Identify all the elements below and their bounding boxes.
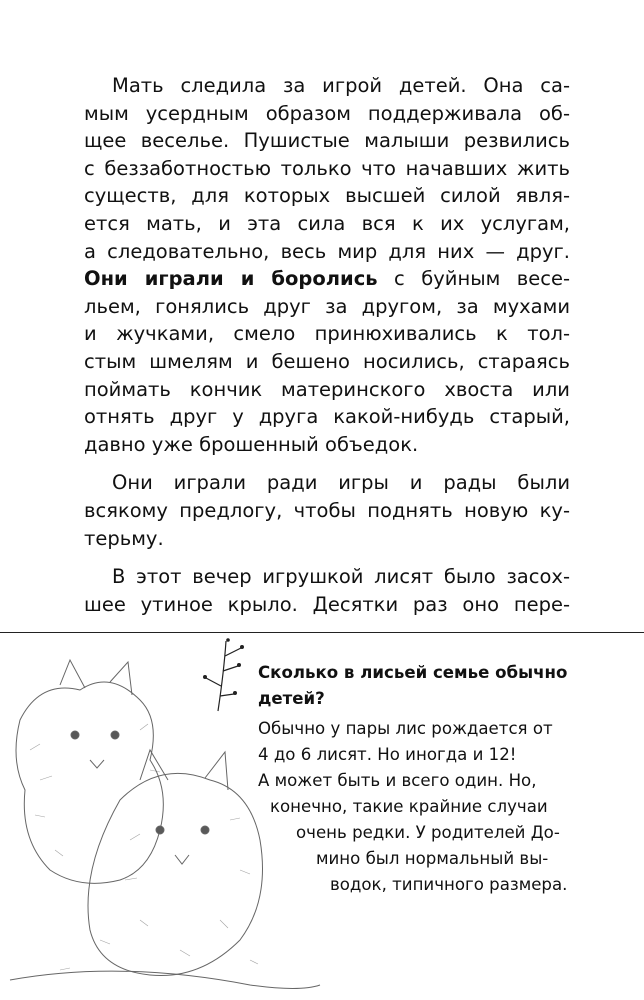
answer-line: Обычно у пары лис рождается от	[258, 719, 553, 738]
text-line: льем, гонялись друг за другом, за мухами	[84, 294, 570, 318]
twig-decoration	[186, 636, 256, 716]
text-line: поймать кончик материнского хвоста или	[84, 377, 570, 401]
text-line: и жучками, смело принюхивались к тол-	[84, 322, 570, 346]
text-line: давно уже брошенный объедок.	[84, 432, 419, 456]
text-line: щее веселье. Пушистые малыши резвились	[84, 129, 570, 153]
text-line: шее утиное крыло. Десятки раз оно пере-	[84, 592, 570, 616]
sidebar-fact	[258, 660, 578, 898]
question-line: детей?	[258, 689, 325, 708]
text-line: терьму.	[84, 526, 164, 550]
text-line: отнять друг у друга какой-нибудь старый,	[84, 405, 570, 429]
text-line: Мать следила за игрой детей. Она са-	[112, 74, 570, 97]
text-line: стым шмелям и бешено носились, стараясь	[84, 349, 570, 373]
bold-phrase: Они играли и боролись	[84, 267, 378, 291]
question-line: Сколько в лисьей семье обычно	[258, 663, 568, 682]
answer-line: 4 до 6 лисят. Но иногда и 12!	[258, 745, 517, 764]
text-line: В этот вечер игрушкой лисят было засох-	[112, 565, 570, 589]
answer-line: мино был нормальный вы-	[316, 849, 549, 868]
text-line: а следовательно, весь мир для них — друг.	[84, 239, 570, 263]
answer-line: водок, типичного размера.	[330, 875, 568, 894]
sidebar-question	[258, 660, 578, 712]
text-line: мым усердным образом поддерживала об-	[84, 101, 570, 125]
text-line: всякому предлогу, чтобы поднять новую ку-	[84, 498, 570, 522]
answer-line: А может быть и всего один. Но,	[258, 771, 537, 790]
text-fragment: с буйным весе-	[377, 267, 570, 291]
text-line: существ, для которых высшей силой явля-	[84, 184, 570, 208]
text-line-bold	[84, 265, 570, 293]
text-line: ется мать, и эта сила вся к их услугам,	[84, 211, 570, 235]
answer-line: конечно, такие крайние случаи	[270, 797, 548, 816]
main-text	[84, 72, 570, 618]
answer-line: очень редки. У родителей До-	[296, 823, 560, 842]
section-divider	[0, 632, 644, 633]
text-line: Они играли ради игры и рады были	[112, 471, 570, 495]
sidebar-answer	[258, 716, 578, 898]
text-line: с беззаботностью только что начавших жить	[84, 156, 570, 180]
